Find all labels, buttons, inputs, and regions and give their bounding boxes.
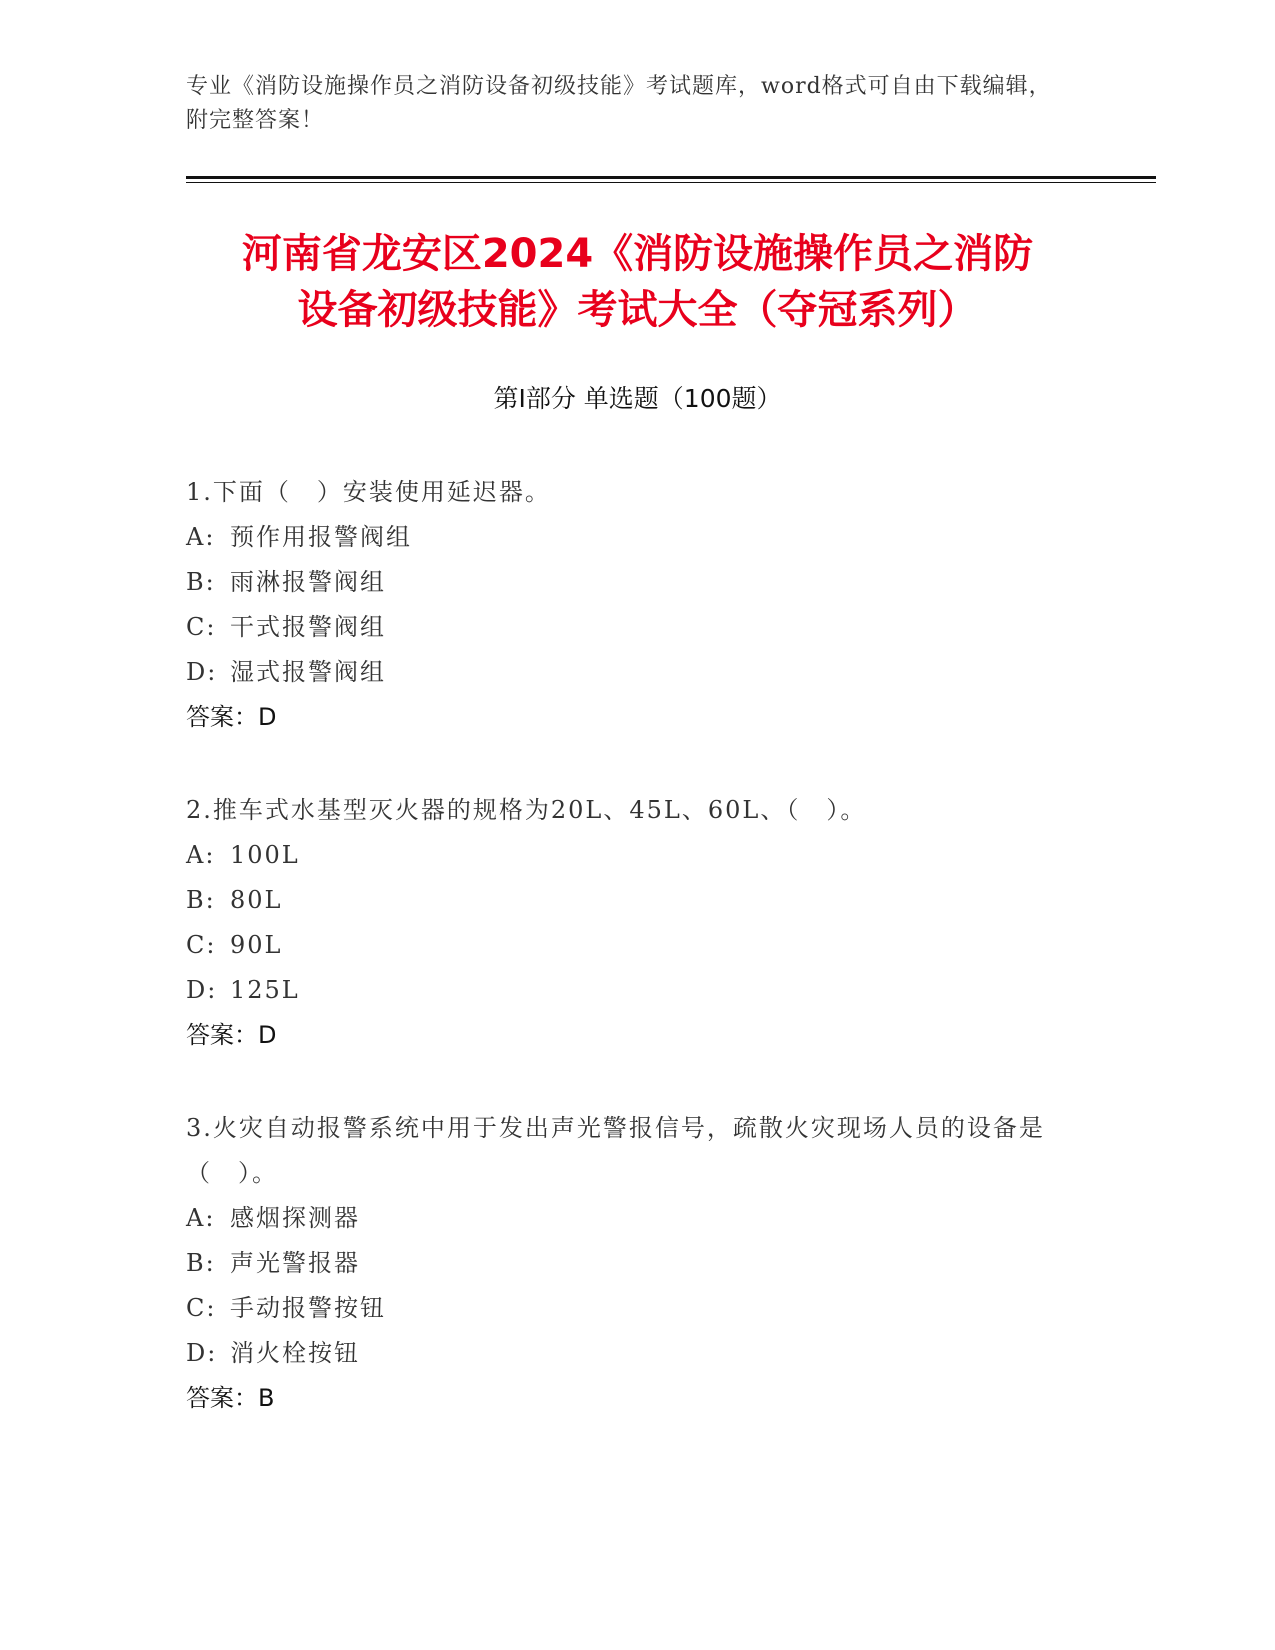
option-text: 消火栓按钮	[230, 1339, 360, 1367]
option-letter: B:	[186, 886, 216, 914]
option-letter: D:	[186, 976, 218, 1004]
option-a	[186, 1196, 1066, 1241]
option-a	[186, 515, 1066, 560]
header-note: 专业《消防设施操作员之消防设备初级技能》考试题库，word格式可自由下载编辑，附完整答案！	[186, 74, 1052, 133]
option-letter: C:	[186, 931, 217, 959]
document-title	[150, 226, 1125, 338]
question-1	[186, 470, 1066, 740]
option-c	[186, 1286, 1066, 1331]
option-text: 80L	[230, 886, 283, 914]
option-text: 湿式报警阀组	[230, 658, 386, 686]
option-a	[186, 833, 1066, 878]
header-divider-thick	[186, 176, 1156, 179]
option-letter: C:	[186, 1294, 217, 1322]
option-letter: B:	[186, 568, 216, 596]
option-d	[186, 1331, 1066, 1376]
question-stem: 3.火灾自动报警系统中用于发出声光警报信号，疏散火灾现场人员的设备是（ ）。	[186, 1114, 1045, 1187]
option-b	[186, 560, 1066, 605]
header-divider-thin	[186, 182, 1156, 183]
answer: 答案：B	[186, 1384, 275, 1412]
option-text: 100L	[230, 841, 300, 869]
title-line-2: 设备初级技能》考试大全（夺冠系列）	[297, 287, 978, 333]
option-text: 感烟探测器	[230, 1204, 360, 1232]
question-2	[186, 788, 1066, 1058]
option-letter: A:	[186, 523, 216, 551]
option-c	[186, 923, 1066, 968]
option-c	[186, 605, 1066, 650]
title-line-1: 河南省龙安区2024《消防设施操作员之消防	[241, 231, 1034, 277]
option-letter: C:	[186, 613, 217, 641]
option-text: 90L	[230, 931, 283, 959]
question-stem: 1.下面（ ）安装使用延迟器。	[186, 478, 551, 506]
option-text: 预作用报警阀组	[230, 523, 412, 551]
option-d	[186, 650, 1066, 695]
option-d	[186, 968, 1066, 1013]
option-letter: D:	[186, 658, 218, 686]
answer: 答案：D	[186, 703, 277, 731]
answer: 答案：D	[186, 1021, 277, 1049]
question-stem: 2.推车式水基型灭火器的规格为20L、45L、60L、（ ）。	[186, 796, 867, 824]
option-letter: B:	[186, 1249, 216, 1277]
section-title: 第I部分 单选题（100题）	[493, 384, 782, 413]
option-b	[186, 1241, 1066, 1286]
option-text: 雨淋报警阀组	[230, 568, 386, 596]
option-letter: A:	[186, 1204, 216, 1232]
option-text: 125L	[230, 976, 300, 1004]
option-letter: A:	[186, 841, 216, 869]
option-text: 干式报警阀组	[230, 613, 386, 641]
option-letter: D:	[186, 1339, 218, 1367]
option-text: 手动报警按钮	[230, 1294, 386, 1322]
question-3	[186, 1106, 1066, 1421]
option-text: 声光警报器	[230, 1249, 360, 1277]
option-b	[186, 878, 1066, 923]
